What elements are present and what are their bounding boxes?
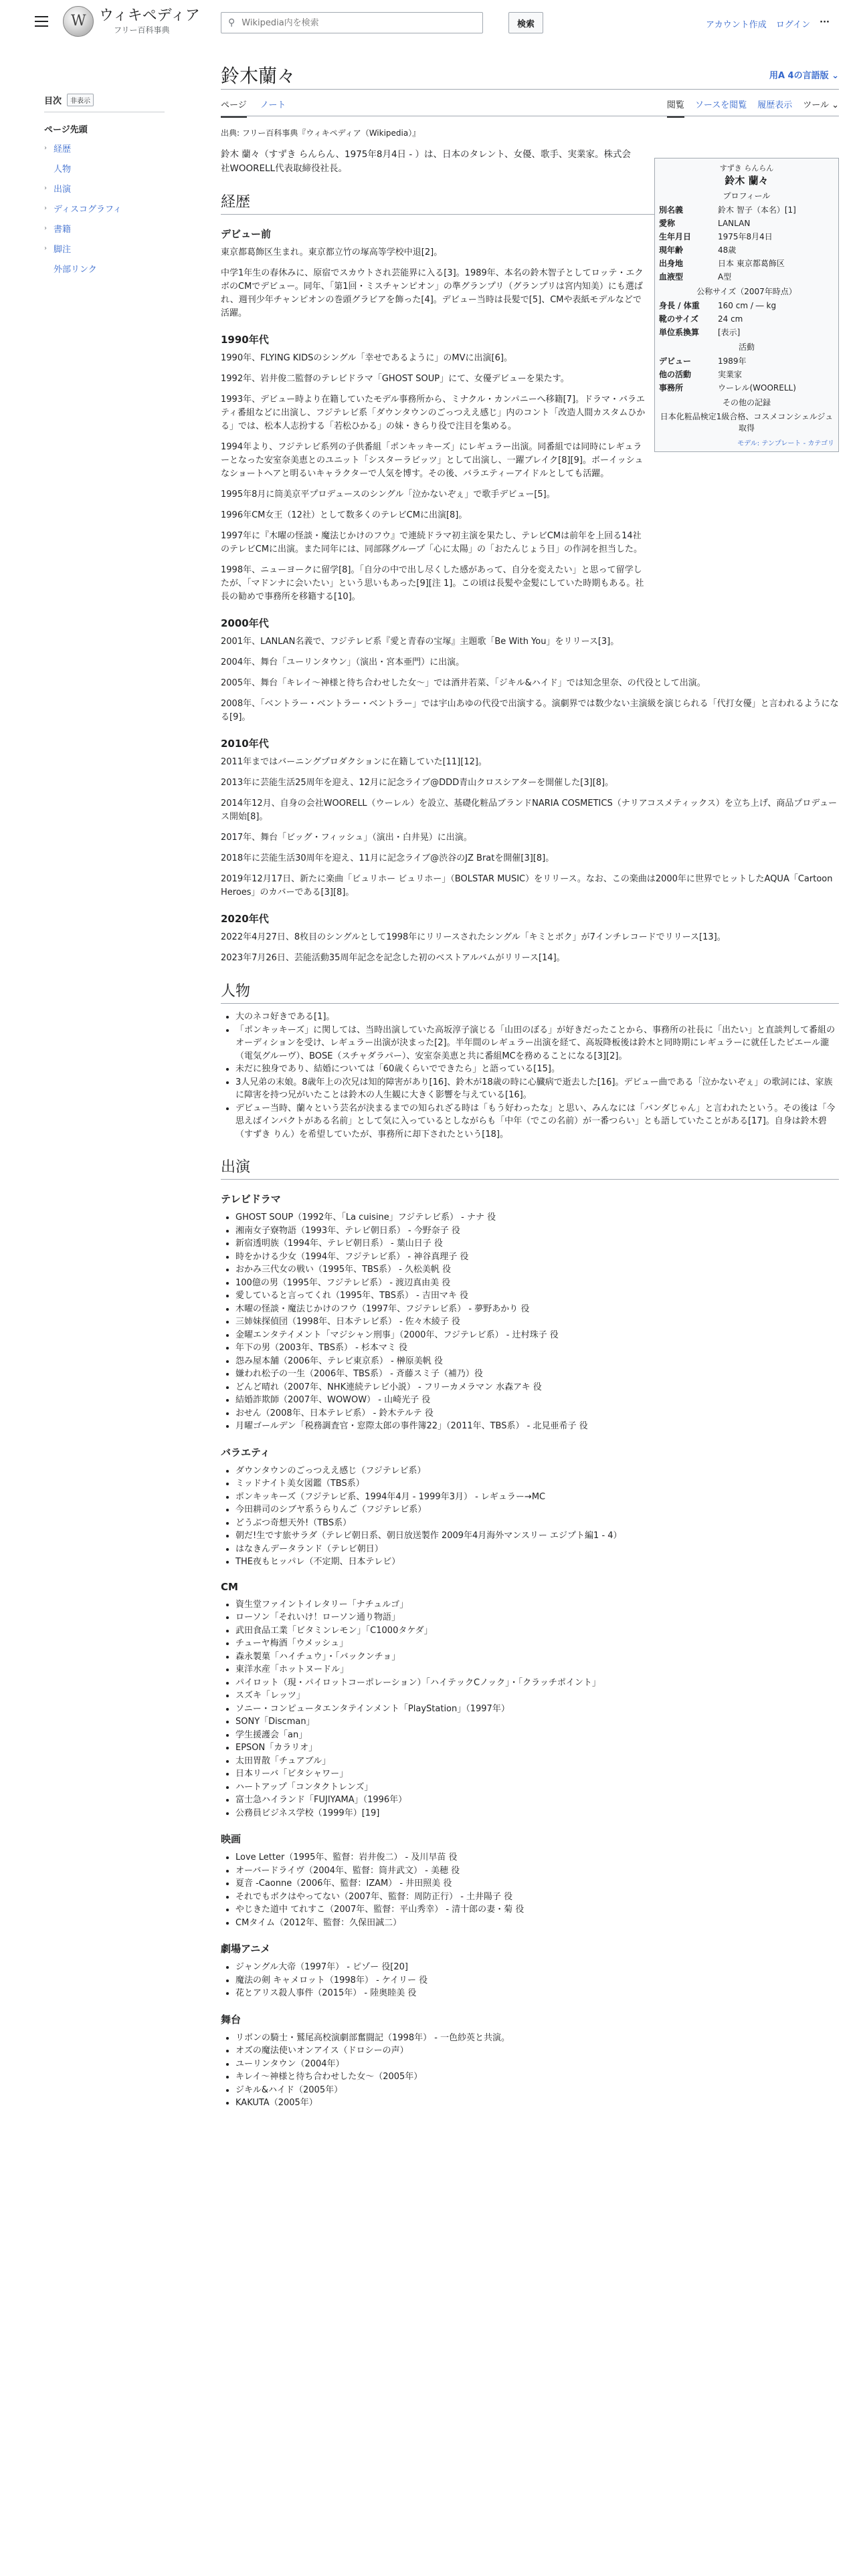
user-links [706, 17, 830, 30]
infobox-name: 鈴木 蘭々 [725, 175, 769, 187]
toc-item-top[interactable]: ページ先頭 [44, 124, 88, 135]
toc-item-label[interactable]: 外部リンク [54, 264, 97, 275]
list-item[interactable]: • オズの魔法使いオンアイス（ドロシーの声） [235, 2044, 839, 2058]
subsection-tv-drama: テレビドラマ [221, 1193, 281, 1205]
paragraph: 2022年4月27日、8枚目のシングルとして1998年にリリースされたシングル「キミとボク」が7インチレコードでリリース[13]。 [221, 932, 726, 942]
paragraph: 2017年、舞台「ビッグ・フィッシュ」（演出・白井晃）に出演。 [221, 833, 472, 843]
paragraph: 2008年、「ベントラー・ベントラー・ベントラー」では宇山あゆの代役で出演する。演劇界では数少ない主演級を演じられる「代打女優」と言われるようになる[9]。 [221, 699, 839, 722]
list-item[interactable]: • ジャングル大帝（1997年） - ピゾー 役[20] [235, 1961, 839, 1974]
infobox-value: 24 cm [718, 314, 743, 324]
list-item: • 3人兄弟の末娘。8歳年上の次兄は知的障害があり[16]、鈴木が18歳の時に心臓病で逝去した[16]。デビュー曲である「泣かないぞぇ」の歌詞には、家族に障害を持つ兄がいたことは鈴木の人生観に大きく影響を与えている[16]。 [235, 1076, 839, 1102]
subsection-2010s: 2010年代 [221, 738, 269, 750]
infobox-activity-label: 活動 [738, 342, 755, 352]
list-item[interactable]: • 資生堂ファイントイレタリー「ナチュルゴ」 [235, 1598, 839, 1612]
language-count: 4の言語版 [787, 71, 829, 81]
infobox-key: 愛称 [659, 219, 676, 228]
toc-item[interactable] [44, 158, 165, 178]
paragraph: 2001年、LANLAN名義で、フジテレビ系『愛と青春の宝塚』主題歌「Be With You」をリリース[3]。 [221, 637, 619, 647]
paragraph: 1990年、FLYING KIDSのシングル「幸せであるように」のMVに出演[6]。 [221, 353, 512, 363]
infobox-footer-link[interactable]: モデル: テンプレート - カテゴリ [737, 440, 834, 447]
infobox-row [659, 257, 834, 270]
paragraph: 2005年、舞台「キレイ〜神様と待ち合わせした女〜」では酒井若菜、「ジキル&ハイド」では知念里奈、の代役として出演。 [221, 678, 706, 688]
list-item[interactable]: • やじきた道中 てれすこ（2007年、監督：平山秀幸） - 清十郎の妻・菊 役 [235, 1903, 839, 1917]
section-person: 人物 [221, 980, 839, 1004]
paragraph: 1994年より、フジテレビ系列の子供番組「ポンキッキーズ」にレギュラー出演。同番組では同時にレギュラーとなった安室奈美恵とのユニット「シスターラビッツ」として出演し、一躍ブレイク[8][9]。ボーイッシュなショートヘアと明るいキャラクターで人気を博す。その後、バラエティーアイドルとしても活躍。 [221, 442, 644, 479]
infobox-value: 鈴木 智子（本名）[1] [718, 205, 796, 215]
paragraph: 1993年、デビュー時より在籍していたモデル事務所から、ミナクル・カンパニーへ移籍[7]。ドラマ・バラエティ番組などに出演し、フジテレビ系「ダウンタウンのごっつええ感じ」内のコント「改造人間カスタムひかる」では、松本人志扮する「若松ひかる」の妹・きらり役で注目を集める。 [221, 395, 646, 431]
tab-talk[interactable]: ノート [260, 100, 286, 110]
lead-paragraph: 鈴木 蘭々（すずき らんらん、1975年8月4日 - ）は、日本のタレント、女優、歌手、実業家。株式会社WOORELL代表取締役社長。 [221, 149, 631, 174]
list-item[interactable]: • ダウンタウンのごっつええ感じ（フジテレビ系） [235, 1465, 839, 1478]
search-input[interactable] [242, 18, 442, 28]
list-item[interactable]: • ポンキッキーズ（フジテレビ系、1994年4月 - 1999年3月） - レギュラー→MC [235, 1491, 839, 1504]
list-item[interactable]: • 湘南女子寮物語（1993年、テレビ朝日系） - 今野奈子 役 [235, 1224, 839, 1238]
infobox-size-label: 公称サイズ（2007年時点） [696, 287, 797, 296]
infobox-value: 実業家 [718, 370, 743, 379]
list-item[interactable]: • どんど晴れ（2007年、NHK連続テレビ小説） - フリーカメラマン 水森アキ 役 [235, 1381, 839, 1394]
list-item[interactable]: • ローソン「それいけ！ローソン通り物語」 [235, 1611, 839, 1624]
list-item[interactable]: • 嫌われ松子の一生（2006年、TBS系） - 斉藤スミ子（補乃）役 [235, 1368, 839, 1381]
source-line: 出典: フリー百科事典『ウィキペディア（Wikipedia）』 [221, 128, 421, 138]
tab-page[interactable]: ページ [221, 98, 247, 118]
list-item[interactable]: • はなきんデータランド（テレビ朝日） [235, 1543, 839, 1556]
infobox-row [659, 382, 834, 394]
toc-item[interactable] [44, 238, 165, 258]
infobox-value: A型 [718, 272, 732, 282]
paragraph: 2011年まではバーニングプロダクションに在籍していた[11][12]。 [221, 757, 487, 767]
infobox-row [659, 313, 834, 325]
infobox-value: 1989年 [718, 356, 747, 366]
toc-item[interactable] [44, 178, 165, 198]
globe-logo-icon [63, 6, 94, 37]
list-item[interactable]: • EPSON「カラリオ」 [235, 1741, 839, 1755]
list-item[interactable]: • 日本リーバ「ビタシャワー」 [235, 1767, 839, 1781]
tab-view-source[interactable]: ソースを閲覧 [694, 100, 747, 110]
tab-history[interactable]: 履歴表示 [757, 100, 793, 110]
list-item[interactable]: • 新宿透明族（1994年、テレビ朝日系） - 葉山日子 役 [235, 1237, 839, 1251]
site-header [0, 0, 859, 47]
logo-title: ウィキペディア [99, 7, 200, 24]
paragraph: 2018年に芸能生活30周年を迎え、11月に記念ライブ@渋谷のJZ Bratを開催[3][8]。 [221, 853, 555, 863]
list-item[interactable]: • おせん（2008年、日本テレビ系） - 鈴木テルテ 役 [235, 1407, 839, 1420]
infobox-row [659, 271, 834, 283]
infobox-value: 48歳 [718, 245, 737, 255]
paragraph: 2019年12月17日、新たに楽曲「ビュリホー ビュリホー」（BOLSTAR MUSIC）をリリース。なお、この楽曲は2000年に世界でヒットしたAQUA「Cartoon Heroes」のカバーである[3][8]。 [221, 874, 833, 897]
infobox-key: 靴のサイズ [659, 314, 699, 324]
subsection-stage: 舞台 [221, 2013, 242, 2026]
list-item[interactable]: • SONY「Discman」 [235, 1715, 839, 1729]
subsection-2000s: 2000年代 [221, 617, 269, 629]
section-career: 経歴 [221, 191, 839, 215]
list-item[interactable]: • 結婚詐欺師（2007年、WOWOW） - 山崎光子 役 [235, 1394, 839, 1407]
subsection-2020s: 2020年代 [221, 913, 269, 925]
paragraph: 2014年12月、自身の会社WOORELL（ウーレル）を設立、基礎化粧品ブランドNARIA COSMETICS（ナリアコスメティックス）を立ち上げ、商品プロデュース開始[8]。 [221, 798, 837, 822]
list-item[interactable]: • 魔法の剣 キャメロット（1998年） - ケイリー 役 [235, 1974, 839, 1988]
toc-item-label[interactable]: 脚注 [54, 244, 72, 255]
toc-label: 目次 [44, 96, 62, 106]
chevron-right-icon[interactable]: › [44, 224, 47, 232]
paragraph: 1996年CM女王（12社）として数多くのテレビCMに出演[8]。 [221, 510, 468, 520]
subsection-movie: 映画 [221, 1833, 242, 1845]
search-icon: ⚲ [228, 17, 235, 28]
list-item[interactable]: • どうぶつ奇想天外!（TBS系） [235, 1517, 839, 1530]
list-item[interactable]: • ソニー・コンピュータエンタテインメント「PlayStation」（1997年） [235, 1703, 839, 1716]
list-item[interactable]: • 夏音 -Caonne（2006年、監督：IZAM） - 井田照美 役 [235, 1877, 839, 1891]
list-item[interactable]: • キレイ〜神様と待ち合わせした女〜（2005年） [235, 2070, 839, 2084]
infobox-row [659, 231, 834, 243]
paragraph: 1998年、ニューヨークに留学[8]。「自分の中で出し尽くした感があって、自分を変えたい」と思って留学したが、「マドンナに会いたい」という思いもあった[9][注 1]。この頃は長髪や金髪にしていた時期もある。社長の勧めで事務所を移籍する[10]。 [221, 565, 644, 602]
list-item[interactable]: • 愛していると言ってくれ（1995年、TBS系） - 吉田マキ 役 [235, 1289, 839, 1303]
logo-subtitle: フリー百科事典 [114, 25, 170, 35]
toc-item[interactable] [44, 138, 165, 158]
list-item[interactable]: • ユーリンタウン（2004年） [235, 2058, 839, 2071]
subsection-variety: バラエティ [221, 1446, 270, 1459]
infobox-key: 他の活動 [659, 370, 692, 379]
list-item[interactable]: • 武田食品工業「ビタミンレモン」「C1000タケダ」 [235, 1624, 839, 1638]
list-item[interactable]: • GHOST SOUP（1992年、「La cuisine」フジテレビ系） - ナナ 役 [235, 1211, 839, 1224]
section-appearances: 出演 [221, 1156, 839, 1180]
list-item[interactable]: • オーバードライヴ（2004年、監督：筒井武文） - 美穂 役 [235, 1864, 839, 1878]
list-item[interactable]: • CMタイム（2012年、監督：久保田誠二） [235, 1917, 839, 1930]
toc-item[interactable] [44, 218, 165, 238]
list-item: • デビュー当時、蘭々という芸名が決まるまでの知られざる時は「もう好わったな」と思い、みんなには「バンダじゃん」と言われたという。その後は「今思えばインパクトがある名前」として気に入っているとしながらも「中年（でこの名前）が一番つらい」とも語していたことがある[17]。自身は鈴木碧（すずき りん）を希望していたが、事務所に却下されたという[18]。 [235, 1102, 839, 1142]
list-item[interactable]: • ジキル&ハイド（2005年） [235, 2084, 839, 2097]
list-item[interactable]: • 花とアリス殺人事件（2015年） - 陸奥睦美 役 [235, 1987, 839, 2000]
infobox-key: 単位系換算 [659, 328, 700, 337]
list-item[interactable]: • チューヤ梅酒「ウメッシュ」 [235, 1637, 839, 1650]
infobox-value: 160 cm / ― kg [718, 301, 777, 310]
infobox-key: 現年齢 [659, 245, 684, 255]
list-item[interactable]: • スズキ「レッツ」 [235, 1689, 839, 1703]
infobox-row [659, 217, 834, 229]
paragraph: 東京都葛飾区生まれ。東京都立竹の塚高等学校中退[2]。 [221, 247, 443, 257]
infobox-row [659, 368, 834, 381]
list-item[interactable]: • 公務員ビジネス学校（1999年）[19] [235, 1807, 839, 1820]
paragraph: 1997年に『木曜の怪談・魔法じかけのフウ』で連続ドラマ初主演を果たし、テレビCMは前年を上回る14社のテレビCMに出演。また同年には、同部隊グループ「心に太陽」の「おたんじょう日」の作詞を担当した。 [221, 531, 642, 554]
paragraph: 1995年8月に筒美京平プロデュースのシングル「泣かないぞぇ」で歌手デビュー[5]。 [221, 490, 555, 500]
tools-menu[interactable]: ツール ⌄ [803, 100, 839, 110]
infobox-key: デビュー [659, 356, 692, 366]
toc-item-label[interactable]: 出演 [54, 184, 72, 195]
toc-item[interactable] [44, 198, 165, 218]
list-item[interactable]: • 金曜エンタテイメント「マジシャン刑事」（2000年、フジテレビ系） - 辻村珠子 役 [235, 1329, 839, 1342]
infobox-row [659, 355, 834, 367]
list-item[interactable]: • 今田耕司のシブヤ系うらりんご（フジテレビ系） [235, 1503, 839, 1517]
paragraph: 中学1年生の春休みに、原宿でスカウトされ芸能界に入る[3]。1989年、本名の鈴木智子としてロッテ・エクボのCMでデビュー。同年、「第1回・ミスチャンピオン」の準グランプリ（グランプリは宮内知美）にも選ばれ、週刊少年チャンピオンの巻頭グラビアを飾った[4]。デビュー当時は長髪で[5]、CMや表紙モデルなどで活躍。 [221, 268, 644, 318]
chevron-right-icon[interactable]: › [44, 184, 47, 192]
list-item[interactable]: • 怨み屋本舗（2006年、テレビ東京系） - 榊原美帆 役 [235, 1355, 839, 1368]
infobox-profile-label: プロフィール [723, 191, 771, 201]
list-item[interactable]: • 富士急ハイランド「FUJIYAMA」（1996年） [235, 1794, 839, 1807]
list-item[interactable]: • 月曜ゴールデン「税務調査官・窓際太郎の事件簿22」（2011年、TBS系） - 北見亜希子 役 [235, 1420, 839, 1433]
list-item[interactable]: • 年下の男（2003年、TBS系） - 杉本マミ 役 [235, 1341, 839, 1355]
infobox-value: [表示] [718, 328, 741, 337]
list-item[interactable]: • 太田胃散「チュアブル」 [235, 1755, 839, 1768]
list-item[interactable]: • 時をかける少女（1994年、フジテレビ系） - 神谷真理子 役 [235, 1251, 839, 1264]
search-button[interactable]: 検索 [508, 12, 543, 33]
create-account-link[interactable]: アカウント作成 [705, 20, 767, 30]
paragraph: 2004年、舞台「ユーリンタウン」（演出・宮本亜門）に出演。 [221, 657, 465, 667]
toc-item-label[interactable]: 経歴 [54, 144, 72, 154]
infobox-value: ウーレル(WOORELL) [718, 383, 796, 393]
list-item[interactable]: • 木曜の怪談・魔法じかけのフウ（1997年、フジテレビ系） - 夢野あかり 役 [235, 1303, 839, 1316]
table-of-contents [44, 94, 165, 278]
list-item[interactable]: • パイロット（現・パイロットコーポレーション）「ハイテックCノック」・「クラッチポイント」 [235, 1677, 839, 1690]
list-item[interactable]: • 三姉妹探偵団（1998年、日本テレビ系） - 佐々木綾子 役 [235, 1315, 839, 1329]
list-item[interactable]: • おかみ三代女の戦い（1995年、TBS系） - 久松美帆 役 [235, 1263, 839, 1277]
list-item[interactable]: • 東洋水産「ホットヌードル」 [235, 1663, 839, 1677]
tab-read[interactable]: 閲覧 [667, 98, 684, 118]
list-item[interactable]: • リボンの騎士・鷲尾高校演劇部奮闘記（1998年） - 一色紗英と共演。 [235, 2032, 839, 2045]
subsection-anime: 劇場アニメ [221, 1943, 271, 1955]
toc-hide-button[interactable]: 非表示 [67, 94, 94, 106]
chevron-right-icon[interactable]: › [44, 204, 47, 212]
toc-item-label[interactable]: 書籍 [54, 224, 72, 235]
list-item[interactable]: • それでもボクはやってない（2007年、監督：周防正行） - 土井陽子 役 [235, 1891, 839, 1904]
infobox-row [659, 300, 834, 312]
list-item[interactable]: • 学生援護会「an」 [235, 1729, 839, 1742]
paragraph: 2013年に芸能生活25周年を迎え、12月に記念ライブ@DDD青山クロスシアターを開催した[3][8]。 [221, 778, 614, 788]
list-item[interactable]: • Love Letter（1995年、監督：岩井俊二） - 及川早苗 役 [235, 1851, 839, 1864]
infobox [654, 158, 839, 452]
list-item[interactable]: • KAKUTA（2005年） [235, 2097, 839, 2110]
language-button[interactable]: 用A 4の言語版 ⌄ [769, 71, 839, 81]
infobox-other-label: その他の記録 [722, 398, 771, 407]
list-item[interactable]: • THE夜もヒッパレ（不定期、日本テレビ） [235, 1555, 839, 1569]
infobox-row [659, 326, 834, 338]
search-box [221, 12, 483, 33]
toc-item-label[interactable]: ディスコグラフィ [54, 204, 122, 215]
paragraph: 2023年7月26日、芸能活動35周年記念を記念した初のベストアルバムがリリース[14]。 [221, 953, 565, 963]
infobox-other-value: 日本化粧品検定1級合格、コスメコンシェルジュ取得 [660, 412, 834, 433]
list-item: • 未だに独身であり、結婚については「60歳くらいでできたら」と語っている[15]。 [235, 1063, 839, 1076]
wikipedia-logo[interactable] [63, 6, 200, 37]
list-item[interactable]: • 朝だ!生です旅サラダ（テレビ朝日系、朝日放送製作 2009年4月海外マンスリー エジプト編1 - 4） [235, 1529, 839, 1543]
infobox-key: 生年月日 [659, 232, 692, 241]
list-item[interactable]: • ミッドナイト美女図鑑（TBS系） [235, 1477, 839, 1491]
infobox-row [659, 244, 834, 256]
tools-label: ツール [803, 100, 829, 110]
toc-item-label[interactable]: 人物 [54, 164, 72, 175]
infobox-row [659, 204, 834, 216]
infobox-key: 血液型 [659, 272, 684, 282]
list-item[interactable]: • ハートアップ「コンタクトレンズ」 [235, 1781, 839, 1794]
infobox-kana: すずき らんらん [719, 164, 774, 173]
list-item[interactable]: • 森永製菓「ハイチュウ」・「バックンチョ」 [235, 1650, 839, 1664]
paragraph: 1992年、岩井俊二監督のテレビドラマ「GHOST SOUP」にて、女優デビューを果たす。 [221, 374, 569, 384]
subsection-cm: CM [221, 1580, 238, 1593]
main-menu-icon[interactable] [35, 16, 48, 28]
subsection-pre-debut: デビュー前 [221, 228, 272, 240]
list-item: • 「ポンキッキーズ」に関しては、当時出演していた高坂淳子演じる「山田のぼる」が好きだったことから、事務所の社長に「出たい」と直談判して番組のオーディションを受け、レギュラー出演が決まった[2]。半年間のレギュラー出演を経て、高坂降板後は鈴木と同時期にレギュラーに就任したピエール瀧（電気グルーヴ）、BOSE（スチャダラパー）、安室奈美恵と共に番組MCを務めることになる[3][2]。 [235, 1024, 839, 1063]
subsection-1990s: 1990年代 [221, 334, 269, 346]
infobox-key: 事務所 [659, 383, 684, 393]
list-item: • 大のネコ好きである[1]。 [235, 1010, 839, 1024]
infobox-key: 出身地 [659, 259, 684, 268]
list-item[interactable]: • 100億の男（1995年、フジテレビ系） - 渡辺真由美 役 [235, 1277, 839, 1290]
page-title: 鈴木蘭々 [221, 65, 296, 87]
infobox-value: 1975年8月4日 [718, 232, 773, 241]
infobox-value: LANLAN [718, 219, 751, 228]
more-options-icon[interactable]: ··· [820, 17, 830, 27]
infobox-value: 日本 東京都葛飾区 [718, 259, 785, 268]
infobox-key: 別名義 [659, 205, 684, 215]
login-link[interactable]: ログイン [775, 20, 811, 30]
toc-item[interactable] [44, 258, 165, 278]
chevron-right-icon[interactable]: › [44, 144, 47, 152]
chevron-right-icon[interactable]: › [44, 244, 47, 252]
infobox-key: 身長 / 体重 [659, 301, 700, 310]
